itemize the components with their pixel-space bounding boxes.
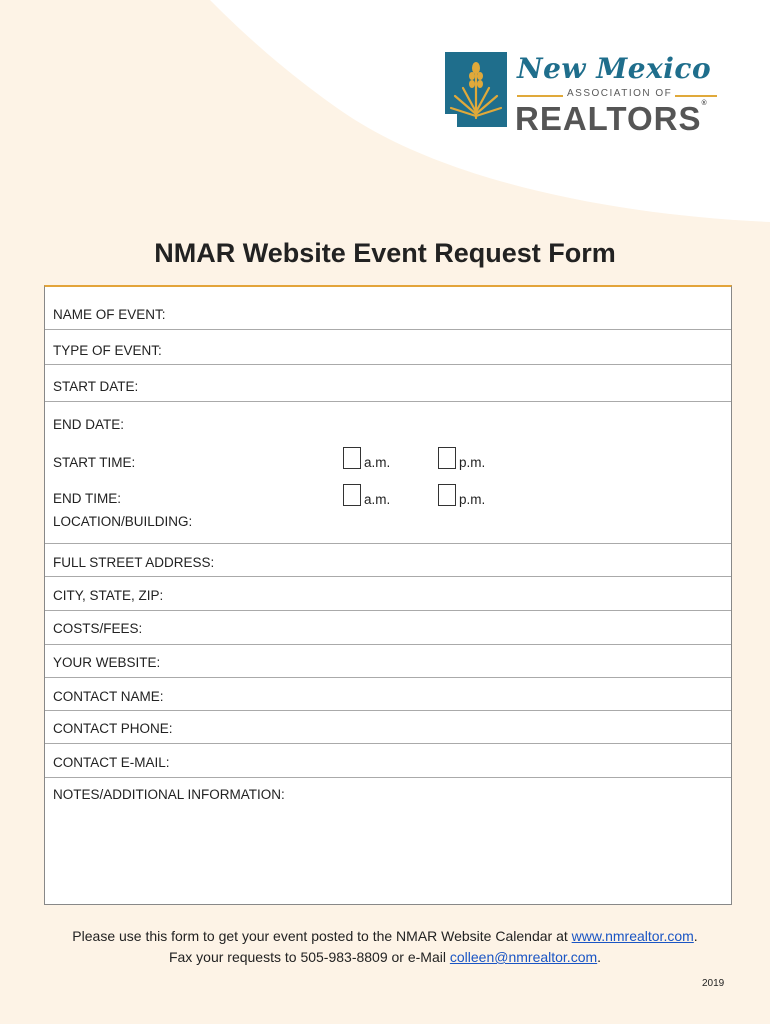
end-time-pm-label: p.m. (459, 492, 486, 507)
footer-instructions (0, 926, 770, 968)
event-request-form (44, 285, 732, 905)
logo-realtors-text: REALTORS® (515, 100, 708, 137)
field-contact-email[interactable]: CONTACT E-MAIL: (45, 744, 731, 778)
field-contact-phone[interactable]: CONTACT PHONE: (45, 711, 731, 744)
field-start-time[interactable]: START TIME: (53, 455, 136, 470)
start-time-am-checkbox[interactable] (343, 447, 361, 469)
field-your-website[interactable]: YOUR WEBSITE: (45, 645, 731, 678)
logo-new-mexico-text: New Mexico (517, 52, 712, 85)
new-mexico-yucca-logo-icon (445, 52, 507, 127)
field-start-date[interactable]: START DATE: (45, 365, 731, 402)
field-city-state-zip[interactable]: CITY, STATE, ZIP: (45, 577, 731, 611)
email-link[interactable]: colleen@nmrealtor.com (449, 949, 598, 965)
footer-line-1: Please use this form to get your event posted to the NMAR Website Calendar at www.nmrealtor.com. (72, 928, 698, 944)
website-link[interactable]: www.nmrealtor.com (571, 928, 694, 944)
end-time-am-label: a.m. (364, 492, 391, 507)
field-end-time[interactable]: END TIME: (53, 491, 122, 506)
field-costs-fees[interactable]: COSTS/FEES: (45, 611, 731, 645)
footer-line-2: Fax your requests to 505-983-8809 or e-Mail colleen@nmrealtor.com. (168, 949, 602, 965)
logo-association-of: ASSOCIATION OF (517, 88, 717, 104)
page-title: NMAR Website Event Request Form (154, 238, 616, 268)
nmar-logo (445, 52, 725, 137)
form-year: 2019 (702, 978, 725, 989)
field-location-building[interactable]: LOCATION/BUILDING: (45, 506, 731, 544)
field-notes[interactable]: NOTES/ADDITIONAL INFORMATION: (53, 787, 285, 802)
field-street-address[interactable]: FULL STREET ADDRESS: (45, 544, 731, 577)
field-contact-name[interactable]: CONTACT NAME: (45, 678, 731, 711)
field-type-of-event[interactable]: TYPE OF EVENT: (45, 330, 731, 365)
start-time-pm-label: p.m. (459, 455, 486, 470)
start-time-pm-checkbox[interactable] (438, 447, 456, 469)
end-time-am-checkbox[interactable] (343, 484, 361, 506)
field-name-of-event[interactable]: NAME OF EVENT: (45, 287, 731, 330)
end-time-pm-checkbox[interactable] (438, 484, 456, 506)
field-end-date[interactable]: END DATE: (53, 417, 125, 432)
start-time-am-label: a.m. (364, 455, 391, 470)
